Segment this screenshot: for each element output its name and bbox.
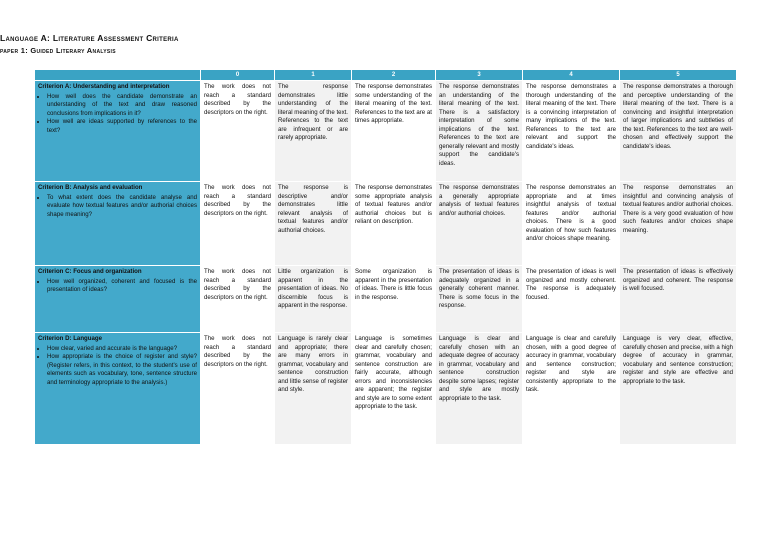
criterion-d-level-0: The work does not reach a standard described by the descriptors on the right. (201, 333, 275, 445)
criterion-d-row (35, 333, 737, 445)
criterion-c-title: Criterion C: Focus and organization (38, 268, 142, 275)
criterion-c-level-0: The work does not reach a standard described by the descriptors on the right. (201, 266, 275, 333)
criterion-a-level-4: The response demonstrates a thorough understanding of the literal meaning of the text. There is a convincing interpretation of many implications of the text. References to the text are relevant and support the candidate's ideas. (523, 81, 620, 182)
header-criterion (35, 70, 201, 81)
criterion-a-level-3: The response demonstrates an understanding of the literal meaning of the text. There is a satisfactory interpretation of some implications of the text. References to the text are generally relevant and mostly support the candidate's ideas. (436, 81, 523, 182)
criterion-b-level-3: The response demonstrates a generally appropriate analysis of textual features and/or authorial choices. (436, 182, 523, 266)
criterion-a-title: Criterion A: Understanding and interpretation (38, 83, 170, 90)
criterion-c-level-1: Little organization is apparent in the presentation of ideas. No discernible focus is apparent in the response. (275, 266, 352, 333)
criterion-a-questions (38, 93, 197, 136)
criterion-c-level-3: The presentation of ideas is adequately organized in a generally coherent manner. There is some focus in the response. (436, 266, 523, 333)
header-level-4: 4 (523, 70, 620, 81)
criterion-a-level-5: The response demonstrates a thorough and perceptive understanding of the literal meaning of the text. There is a convincing and insightful interpretation of larger implications and subtleties of the text. References to the text are well-chosen and effectively support the candidate's ideas. (620, 81, 737, 182)
criterion-c-questions (38, 278, 197, 295)
criterion-d-title: Criterion D: Language (38, 335, 102, 342)
criterion-a-question-1: • How well does the candidate demonstrate an understanding of the text and draw reasoned conclusions from implications in it? (47, 93, 197, 119)
criterion-a-level-0: The work does not reach a standard described by the descriptors on the right. (201, 81, 275, 182)
criterion-d-level-5: Language is very clear, effective, carefully chosen and precise, with a high degree of accuracy in grammar, vocabulary and sentence construction; register and style are effective and appropriate to the task. (620, 333, 737, 445)
header-row (35, 70, 737, 81)
criterion-d-question-1: • How clear, varied and accurate is the language? (47, 345, 197, 354)
header-level-2: 2 (352, 70, 436, 81)
criterion-a-row (35, 81, 737, 182)
criterion-b-level-2: The response demonstrates some appropriate analysis of textual features and/or authorial choices but is reliant on description. (352, 182, 436, 266)
criterion-a-level-1: The response demonstrates little understanding of the literal meaning of the text. References to the text are infrequent or are rarely appropriate. (275, 81, 352, 182)
criterion-b-description (35, 182, 201, 266)
header-level-1: 1 (275, 70, 352, 81)
criterion-a-description (35, 81, 201, 182)
criterion-c-level-2: Some organization is apparent in the presentation of ideas. There is little focus in the response. (352, 266, 436, 333)
criterion-d-description (35, 333, 201, 445)
page-subtitle: paper 1: Guided Literary Analysis (0, 46, 116, 55)
header-level-0: 0 (201, 70, 275, 81)
criterion-a-question-2: • How well are ideas supported by references to the text? (47, 118, 197, 135)
criterion-d-question-2: • How appropriate is the choice of register and style? (Register refers, in this context, to the student's use of elements such as vocabulary, tone, sentence structure and terminology appropriate to the analysis.) (47, 353, 197, 387)
criterion-c-row (35, 266, 737, 333)
criterion-b-level-0: The work does not reach a standard described by the descriptors on the right. (201, 182, 275, 266)
criterion-c-question-1: • How well organized, coherent and focused is the presentation of ideas? (47, 278, 197, 295)
criterion-b-questions (38, 194, 197, 220)
criterion-a-level-2: The response demonstrates some understanding of the literal meaning of the text. References to the text are at times appropriate. (352, 81, 436, 182)
criterion-b-level-5: The response demonstrates an insightful and convincing analysis of textual features and/or authorial choices. There is a very good evaluation of how such features and/or choices shape meaning. (620, 182, 737, 266)
criterion-c-description (35, 266, 201, 333)
criterion-b-row (35, 182, 737, 266)
header-level-3: 3 (436, 70, 523, 81)
criterion-b-level-4: The response demonstrates an appropriate and at times insightful analysis of textual features and/or authorial choices. There is a good evaluation of how such features and/or choices shape meaning. (523, 182, 620, 266)
criterion-d-level-1: Language is rarely clear and appropriate; there are many errors in grammar, vocabulary and sentence construction and little sense of register and style. (275, 333, 352, 445)
criteria-table (34, 69, 737, 445)
criterion-b-title: Criterion B: Analysis and evaluation (38, 184, 143, 191)
page-title: Language A: Literature Assessment Criteria (0, 33, 179, 43)
criterion-d-level-3: Language is clear and carefully chosen with an adequate degree of accuracy in grammar, vocabulary and sentence construction despite some lapses; register and style are mostly appropriate to the task. (436, 333, 523, 445)
criterion-b-level-1: The response is descriptive and/or demonstrates little relevant analysis of textual features and/or authorial choices. (275, 182, 352, 266)
criterion-b-question-1: • To what extent does the candidate analyse and evaluate how textual features and/or authorial choices shape meaning? (47, 194, 197, 220)
criterion-d-level-2: Language is sometimes clear and carefully chosen; grammar, vocabulary and sentence construction are fairly accurate, although errors and inconsistencies are apparent; the register and style are to some extent appropriate to the task. (352, 333, 436, 445)
header-level-5: 5 (620, 70, 737, 81)
criterion-c-level-4: The presentation of ideas is well organized and mostly coherent. The response is adequately focused. (523, 266, 620, 333)
criterion-c-level-5: The presentation of ideas is effectively organized and coherent. The response is well focused. (620, 266, 737, 333)
criterion-d-level-4: Language is clear and carefully chosen, with a good degree of accuracy in grammar, vocabulary and sentence construction; register and style are consistently appropriate to the task. (523, 333, 620, 445)
criterion-d-questions (38, 345, 197, 388)
